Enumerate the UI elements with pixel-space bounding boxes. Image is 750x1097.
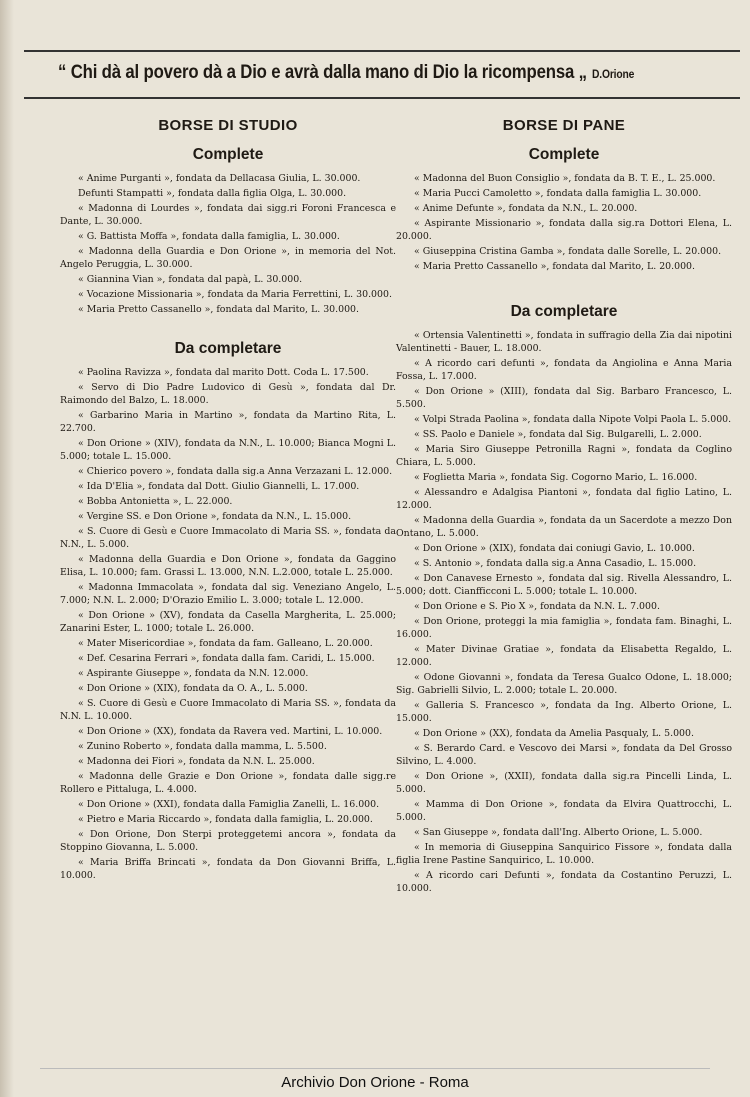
- list-item: « Don Orione, proteggi la mia famiglia », fondata fam. Binaghi, L. 16.000.: [396, 616, 732, 640]
- motto-rule: [24, 97, 740, 99]
- section-title-complete: Complete: [528, 146, 600, 163]
- list-item: « Pietro e Maria Riccardo », fondata dalla famiglia, L. 20.000.: [78, 814, 373, 825]
- list-item: « Mater Misericordiae », fondata da fam. Galleano, L. 20.000.: [78, 638, 373, 649]
- list-item: « A ricordo cari defunti », fondata da Angiolina e Anna Maria Fossa, L. 17.000.: [396, 358, 732, 382]
- entries-incomplete: [60, 366, 396, 882]
- list-item: « SS. Paolo e Daniele », fondata dal Sig. Bulgarelli, L. 2.000.: [414, 429, 702, 440]
- list-item: « Madonna delle Grazie e Don Orione », fondata dalle sigg.re Rollero e Pittaluga, L. 4.000.: [60, 771, 396, 795]
- list-item: « Anime Defunte », fondata da N.N., L. 20.000.: [414, 203, 638, 214]
- motto-author: D.Orione: [591, 67, 635, 81]
- list-item: « Madonna della Guardia e Don Orione », fondata da Gaggino Elisa, L. 10.000; fam. Grassi L. 13.000, N.N. L.2.000, totale L. 25.000.: [60, 554, 396, 578]
- list-item: Defunti Stampatti », fondata dalla figlia Olga, L. 30.000.: [78, 188, 347, 199]
- list-item: « Mater Divinae Gratiae », fondata da Elisabetta Regaldo, L. 12.000.: [396, 644, 732, 668]
- list-item: « Odone Giovanni », fondata da Teresa Gualco Odone, L. 18.000; Sig. Gabrielli Silvio, L. 2.000; totale L. 20.000.: [396, 672, 732, 696]
- list-item: « Maria Pretto Cassanello », fondata dal Marito, L. 30.000.: [78, 304, 359, 315]
- entries-complete: [60, 172, 396, 316]
- list-item: « S. Cuore di Gesù e Cuore Immacolato di Maria SS. », fondata da N.N., L. 5.000.: [60, 526, 396, 550]
- section-title-complete: Complete: [192, 146, 264, 163]
- list-item: « Vergine SS. e Don Orione », fondata da N.N., L. 15.000.: [78, 511, 352, 522]
- archive-footer: Archivio Don Orione - Roma: [281, 1074, 469, 1091]
- list-item: « Def. Cesarina Ferrari », fondata dalla fam. Caridi, L. 15.000.: [78, 653, 375, 664]
- list-item: « Maria Briffa Brincati », fondata da Don Giovanni Briffa, L. 10.000.: [60, 857, 396, 881]
- section-title-incomplete: Da completare: [510, 303, 618, 320]
- list-item: « Garbarino Maria in Martino », fondata da Martino Rita, L. 22.700.: [60, 410, 396, 434]
- list-item: « Don Orione e S. Pio X », fondata da N.N. L. 7.000.: [414, 601, 660, 612]
- list-item: « Don Orione », (XXII), fondata dalla sig.ra Pincelli Linda, L. 5.000.: [396, 771, 732, 795]
- list-item: « Vocazione Missionaria », fondata da Maria Ferrettini, L. 30.000.: [78, 289, 392, 300]
- list-item: « S. Cuore di Gesù e Cuore Immacolato di Maria SS. », fondata da N.N. L. 10.000.: [60, 698, 396, 722]
- list-item: « Mamma di Don Orione », fondata da Elvira Quattrocchi, L. 5.000.: [396, 799, 732, 823]
- list-item: « A ricordo cari Defunti », fondata da Costantino Peruzzi, L. 10.000.: [396, 870, 732, 894]
- list-item: « Ida D'Elia », fondata dal Dott. Giulio Giannelli, L. 17.000.: [78, 481, 360, 492]
- list-item: « Giuseppina Cristina Gamba », fondata dalle Sorelle, L. 20.000.: [414, 246, 722, 257]
- list-item: « Bobba Antonietta », L. 22.000.: [78, 496, 233, 507]
- list-item: « Madonna di Lourdes », fondata dai sigg.ri Foroni Francesca e Dante, L. 30.000.: [60, 203, 396, 227]
- list-item: « Madonna della Guardia e Don Orione », in memoria del Not. Angelo Peruggia, L. 30.000.: [60, 246, 396, 270]
- list-item: « Galleria S. Francesco », fondata da Ing. Alberto Orione, L. 15.000.: [396, 700, 732, 724]
- list-item: « San Giuseppe », fondata dall'Ing. Alberto Orione, L. 5.000.: [414, 827, 703, 838]
- list-item: « Foglietta Maria », fondata Sig. Cogorno Mario, L. 16.000.: [414, 472, 698, 483]
- list-item: « G. Battista Moffa », fondata dalla famiglia, L. 30.000.: [78, 231, 340, 242]
- list-item: « In memoria di Giuseppina Sanquirico Fissore », fondata dalla figlia Irene Pastine Sanquirico, L. 10.000.: [396, 842, 732, 866]
- list-item: « Servo di Dio Padre Ludovico di Gesù », fondata dal Dr. Raimondo del Balzo, L. 18.000.: [60, 382, 396, 406]
- section-title-incomplete: Da completare: [174, 340, 282, 357]
- list-item: « Don Canavese Ernesto », fondata dal sig. Rivella Alessandro, L. 5.000; dott. Cianfficconi L. 5.000; totale L. 10.000.: [396, 573, 732, 597]
- borse-di-studio-column: [60, 113, 396, 884]
- list-item: « Ortensia Valentinetti », fondata in suffragio della Zia dai nipotini Valentinetti - Bauer, L. 18.000.: [396, 330, 732, 354]
- borse-di-pane-column: [396, 113, 732, 897]
- top-rule: [24, 50, 740, 52]
- list-item: « Maria Pucci Camoletto », fondata dalla famiglia L. 30.000.: [414, 188, 702, 199]
- list-item: « Volpi Strada Paolina », fondata dalla Nipote Volpi Paola L. 5.000.: [414, 414, 732, 425]
- list-item: « S. Antonio », fondata dalla sig.a Anna Casadio, L. 15.000.: [414, 558, 697, 569]
- page-edge: [0, 0, 14, 1097]
- list-item: « Alessandro e Adalgisa Piantoni », fondata dal figlio Latino, L. 12.000.: [396, 487, 732, 511]
- list-item: « Aspirante Missionario », fondata dalla sig.ra Dottori Elena, L. 20.000.: [396, 218, 732, 242]
- list-item: « Aspirante Giuseppe », fondata da N.N. 12.000.: [78, 668, 309, 679]
- list-item: « Paolina Ravizza », fondata dal marito Dott. Coda L. 17.500.: [78, 367, 369, 378]
- column-title: BORSE DI STUDIO: [158, 117, 298, 134]
- list-item: « Don Orione, Don Sterpi proteggetemi ancora », fondata da Stoppino Giovanna, L. 5.000.: [60, 829, 396, 853]
- motto: [58, 61, 651, 84]
- list-item: « Giannina Vian », fondata dal papà, L. 30.000.: [78, 274, 303, 285]
- motto-text: “ Chi dà al povero dà a Dio e avrà dalla mano di Dio la ricompensa „: [58, 61, 587, 83]
- list-item: « Don Orione » (XIII), fondata dal Sig. Barbaro Francesco, L. 5.500.: [396, 386, 732, 410]
- list-item: « Maria Pretto Cassanello », fondata dal Marito, L. 20.000.: [414, 261, 695, 272]
- list-item: « Madonna del Buon Consiglio », fondata da B. T. E., L. 25.000.: [414, 173, 716, 184]
- list-item: « Madonna Immacolata », fondata dal sig. Veneziano Angelo, L. 7.000; N.N. L. 2.000; D'Orazio Emilio L. 3.000; totale L. 12.000.: [60, 582, 396, 606]
- list-item: « Madonna della Guardia », fondata da un Sacerdote a mezzo Don Ontano, L. 5.000.: [396, 515, 732, 539]
- list-item: « Don Orione » (XX), fondata da Amelia Pasqualy, L. 5.000.: [414, 728, 694, 739]
- list-item: « Don Orione » (XIV), fondata da N.N., L. 10.000; Bianca Mogni L. 5.000; totale L. 15.000.: [60, 438, 396, 462]
- entries-incomplete: [396, 329, 732, 895]
- list-item: « Don Orione » (XV), fondata da Casella Margherita, L. 25.000; Zanarini Ester, L. 1000; totale L. 26.000.: [60, 610, 396, 634]
- list-item: « Chierico povero », fondata dalla sig.a Anna Verzazani L. 12.000.: [78, 466, 393, 477]
- list-item: « Madonna dei Fiori », fondata da N.N. L. 25.000.: [78, 756, 315, 767]
- list-item: « Maria Siro Giuseppe Petronilla Ragni », fondata da Coglino Chiara, L. 5.000.: [396, 444, 732, 468]
- list-item: « Zunino Roberto », fondata dalla mamma, L. 5.500.: [78, 741, 327, 752]
- entries-complete: [396, 172, 732, 273]
- list-item: « Don Orione » (XIX), fondata dai coniugi Gavio, L. 10.000.: [414, 543, 695, 554]
- list-item: « Anime Purganti », fondata da Dellacasa Giulia, L. 30.000.: [78, 173, 361, 184]
- list-item: « Don Orione » (XX), fondata da Ravera ved. Martini, L. 10.000.: [78, 726, 383, 737]
- list-item: « Don Orione » (XIX), fondata da O. A., L. 5.000.: [78, 683, 308, 694]
- list-item: « Don Orione » (XXI), fondata dalla Famiglia Zanelli, L. 16.000.: [78, 799, 380, 810]
- list-item: « S. Berardo Card. e Vescovo dei Marsi », fondata da Del Grosso Silvino, L. 4.000.: [396, 743, 732, 767]
- column-title: BORSE DI PANE: [502, 117, 626, 134]
- footer-rule: [40, 1068, 710, 1069]
